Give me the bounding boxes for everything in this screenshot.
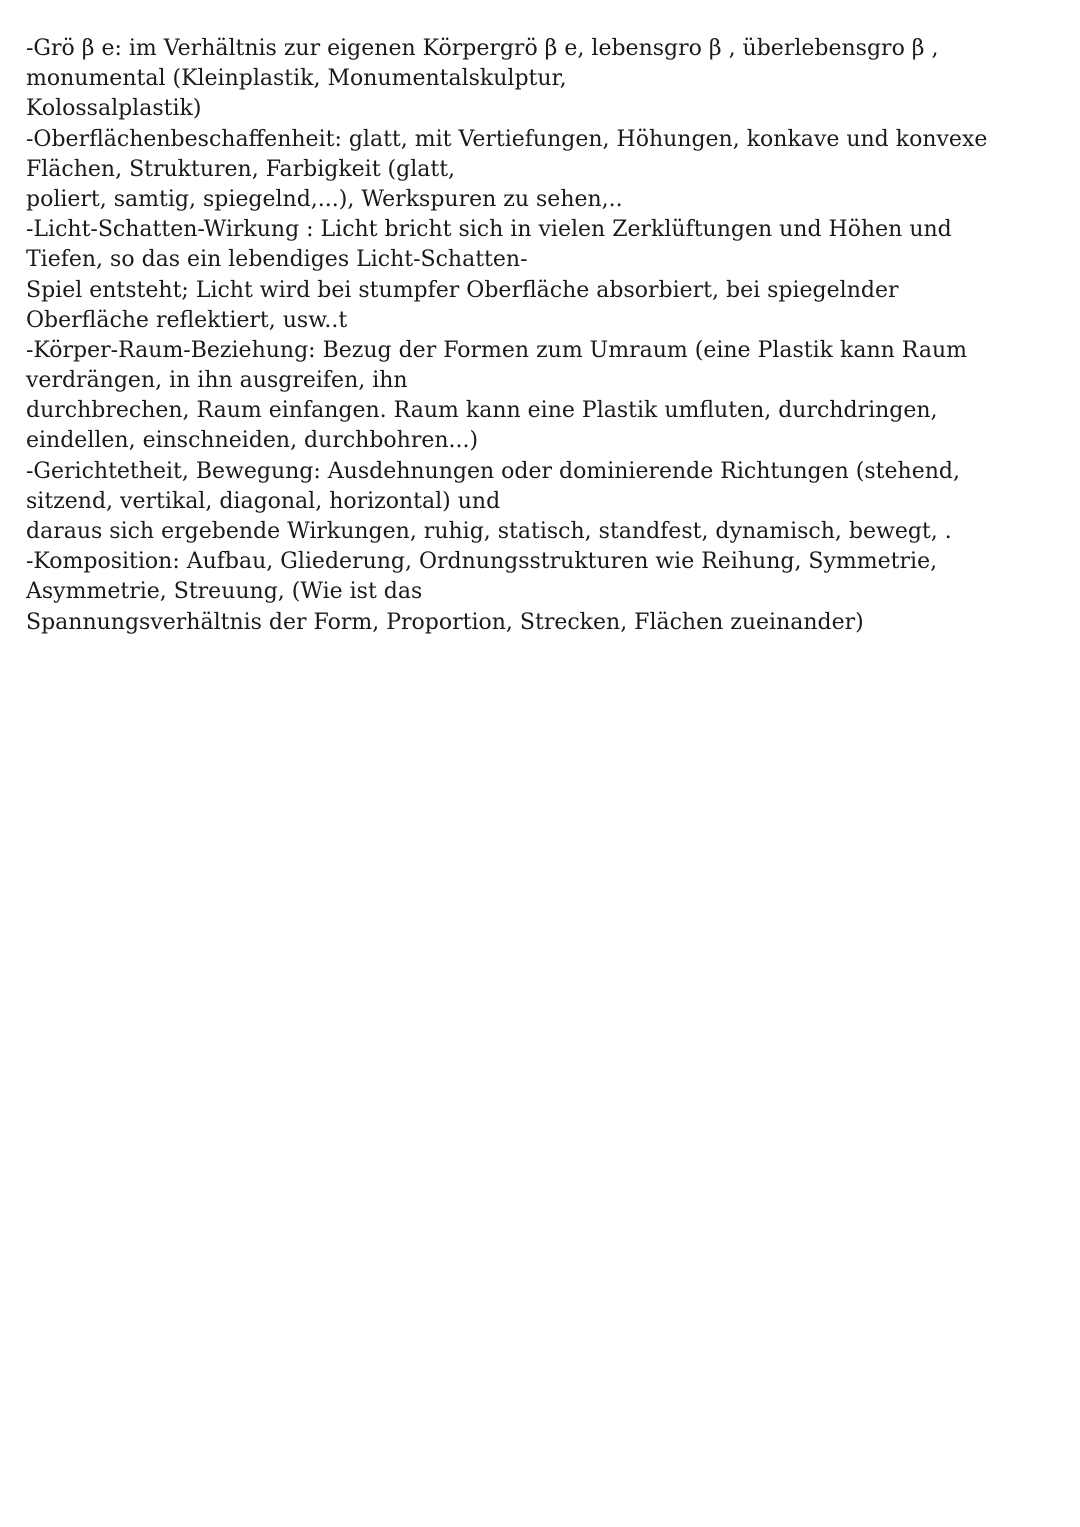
- text-line-5: Flächen, Strukturen, Farbigkeit (glatt,: [26, 156, 456, 182]
- text-line-20: Spannungsverhältnis der Form, Proportion, Strecken, Flächen zueinander): [26, 609, 864, 635]
- text-line-9: Spiel entsteht; Licht wird bei stumpfer Oberfläche absorbiert, bei spiegelnder: [26, 277, 899, 303]
- text-line-17: daraus sich ergebende Wirkungen, ruhig, statisch, standfest, dynamisch, bewegt, .: [26, 519, 952, 544]
- text-line-10: Oberfläche reflektiert, usw..t: [26, 307, 348, 333]
- text-line-15: -Gerichtetheit, Bewegung: Ausdehnungen oder dominierende Richtungen (stehend,: [26, 458, 960, 484]
- text-line-2: monumental (Kleinplastik, Monumentalskulptur,: [26, 66, 567, 92]
- text-line-7: -Licht-Schatten-Wirkung : Licht bricht sich in vielen Zerklüftungen und Höhen und: [26, 217, 952, 243]
- text-line-12: verdrängen, in ihn ausgreifen, ihn: [26, 368, 408, 394]
- text-line-16: sitzend, vertikal, diagonal, horizontal) und: [26, 488, 501, 514]
- text-line-3: Kolossalplastik): [26, 96, 202, 122]
- text-line-19: Asymmetrie, Streuung, (Wie ist das: [26, 579, 423, 605]
- text-line-1: -Grö β e: im Verhältnis zur eigenen Körpergrö β e, lebensgro β , überlebensgro β ,: [26, 36, 939, 61]
- text-line-4: -Oberflächenbeschaffenheit: glatt, mit Vertiefungen, Höhungen, konkave und konvexe: [26, 126, 988, 152]
- text-line-11: -Körper-Raum-Beziehung: Bezug der Formen zum Umraum (eine Plastik kann Raum: [26, 337, 968, 363]
- text-line-18: -Komposition: Aufbau, Gliederung, Ordnungsstrukturen wie Reihung, Symmetrie,: [26, 549, 938, 575]
- text-line-8: Tiefen, so das ein lebendiges Licht-Schatten-: [26, 247, 528, 273]
- text-line-13: durchbrechen, Raum einfangen. Raum kann eine Plastik umfluten, durchdringen,: [26, 398, 938, 424]
- text-line-14: eindellen, einschneiden, durchbohren...): [26, 428, 479, 454]
- text-line-6: poliert, samtig, spiegelnd,...), Werkspuren zu sehen,..: [26, 186, 623, 212]
- document-text: [26, 34, 1066, 638]
